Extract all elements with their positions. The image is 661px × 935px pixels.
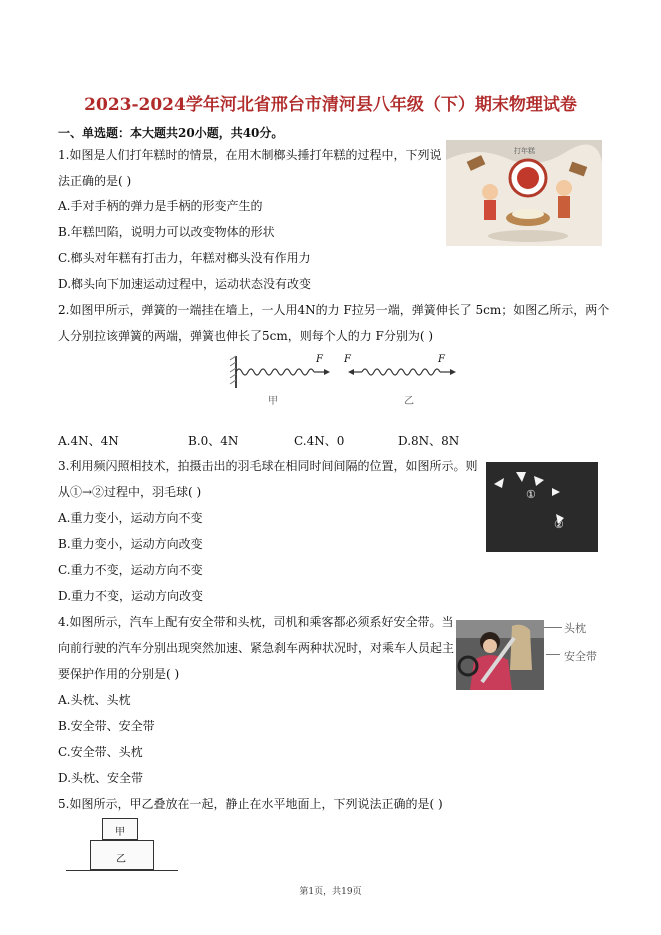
q1-option-c: C.榔头对年糕有打击力，年糕对榔头没有作用力: [58, 251, 311, 265]
q3-option-c: C.重力不变，运动方向不变: [58, 563, 203, 577]
q5-ground-line: [66, 870, 178, 871]
q2-stem-line-1: 2.如图甲所示，弹簧的一端挂在墙上，一人用4N的力 F拉另一端，弹簧伸长了 5cm；如图乙所示，两个: [58, 303, 610, 317]
q2-spring-figure: [226, 352, 466, 412]
q4-label-headrest: 头枕: [564, 622, 586, 635]
q1-rice-cake-image: [446, 140, 602, 246]
q2-option-a: A.4N、4N: [58, 434, 119, 448]
q5-stem-line-1: 5.如图所示，甲乙叠放在一起，静止在水平地面上，下列说法正确的是( ): [58, 797, 443, 811]
q4-stem-line-3: 要保护作用的分别是( ): [58, 667, 180, 681]
q4-option-a: A.头枕、头枕: [58, 693, 131, 707]
q3-option-a: A.重力变小，运动方向不变: [58, 511, 203, 525]
q4-option-b: B.安全带、安全带: [58, 719, 155, 733]
q5-label-jia: 甲: [115, 827, 125, 838]
q4-option-d: D.头枕、安全带: [58, 771, 144, 785]
q4-headrest-pointer: [544, 627, 562, 628]
q2-label-yi: 乙: [404, 396, 414, 407]
q2-force-label-1: F: [316, 354, 323, 365]
page-title: 2023-2024学年河北省邢台市清河县八年级（下）期末物理试卷: [84, 95, 577, 115]
q2-option-b: B.0、4N: [188, 434, 239, 448]
q2-force-label-3: F: [438, 354, 445, 365]
q4-label-seatbelt: 安全带: [564, 650, 597, 663]
q1-option-d: D.榔头向下加速运动过程中，运动状态没有改变: [58, 277, 312, 291]
section-heading: 一、单选题：本大题共20小题，共40分。: [58, 126, 284, 140]
q3-mark-2: ②: [554, 518, 564, 531]
q5-stacked-blocks-figure: [64, 818, 184, 878]
q4-belt-pointer: [546, 654, 560, 655]
q1-stem-line-2: 法正确的是( ): [58, 174, 132, 188]
q5-label-yi: 乙: [116, 854, 126, 865]
q1-option-b: B.年糕凹陷，说明力可以改变物体的形状: [58, 225, 275, 239]
q3-option-d: D.重力不变，运动方向改变: [58, 589, 204, 603]
q2-stem-line-2: 人分别拉该弹簧的两端，弹簧也伸长了5cm，则每个人的力 F分别为( ): [58, 329, 434, 343]
q1-stem-line-1: 1.如图是人们打年糕时的情景，在用木制榔头捶打年糕的过程中，下列说: [58, 148, 442, 162]
q2-option-c: C.4N、0: [294, 434, 345, 448]
q3-stem-line-1: 3.利用频闪照相技术，拍摄击出的羽毛球在相同时间间隔的位置，如图所示。则: [58, 459, 478, 473]
q2-label-jia: 甲: [268, 396, 278, 407]
q3-mark-1: ①: [526, 488, 536, 501]
q2-force-label-2: F: [344, 354, 351, 365]
page-footer: 第1页，共19页: [299, 887, 362, 897]
q4-seatbelt-photo: [456, 620, 544, 690]
q4-stem-line-2: 向前行驶的汽车分别出现突然加速、紧急刹车两种状况时，对乘车人员起主: [58, 641, 455, 655]
q4-option-c: C.安全带、头枕: [58, 745, 143, 759]
q4-stem-line-1: 4.如图所示，汽车上配有安全带和头枕，司机和乘客都必须系好安全带。当: [58, 615, 454, 629]
q3-stem-line-2: 从①→②过程中，羽毛球( ): [58, 485, 202, 499]
q1-image-caption: 打年糕: [514, 147, 535, 155]
q2-option-d: D.8N、8N: [398, 434, 460, 448]
q3-option-b: B.重力变小，运动方向改变: [58, 537, 203, 551]
q1-option-a: A.手对手柄的弹力是手柄的形变产生的: [58, 199, 263, 213]
q3-shuttlecock-photo: [486, 462, 598, 552]
